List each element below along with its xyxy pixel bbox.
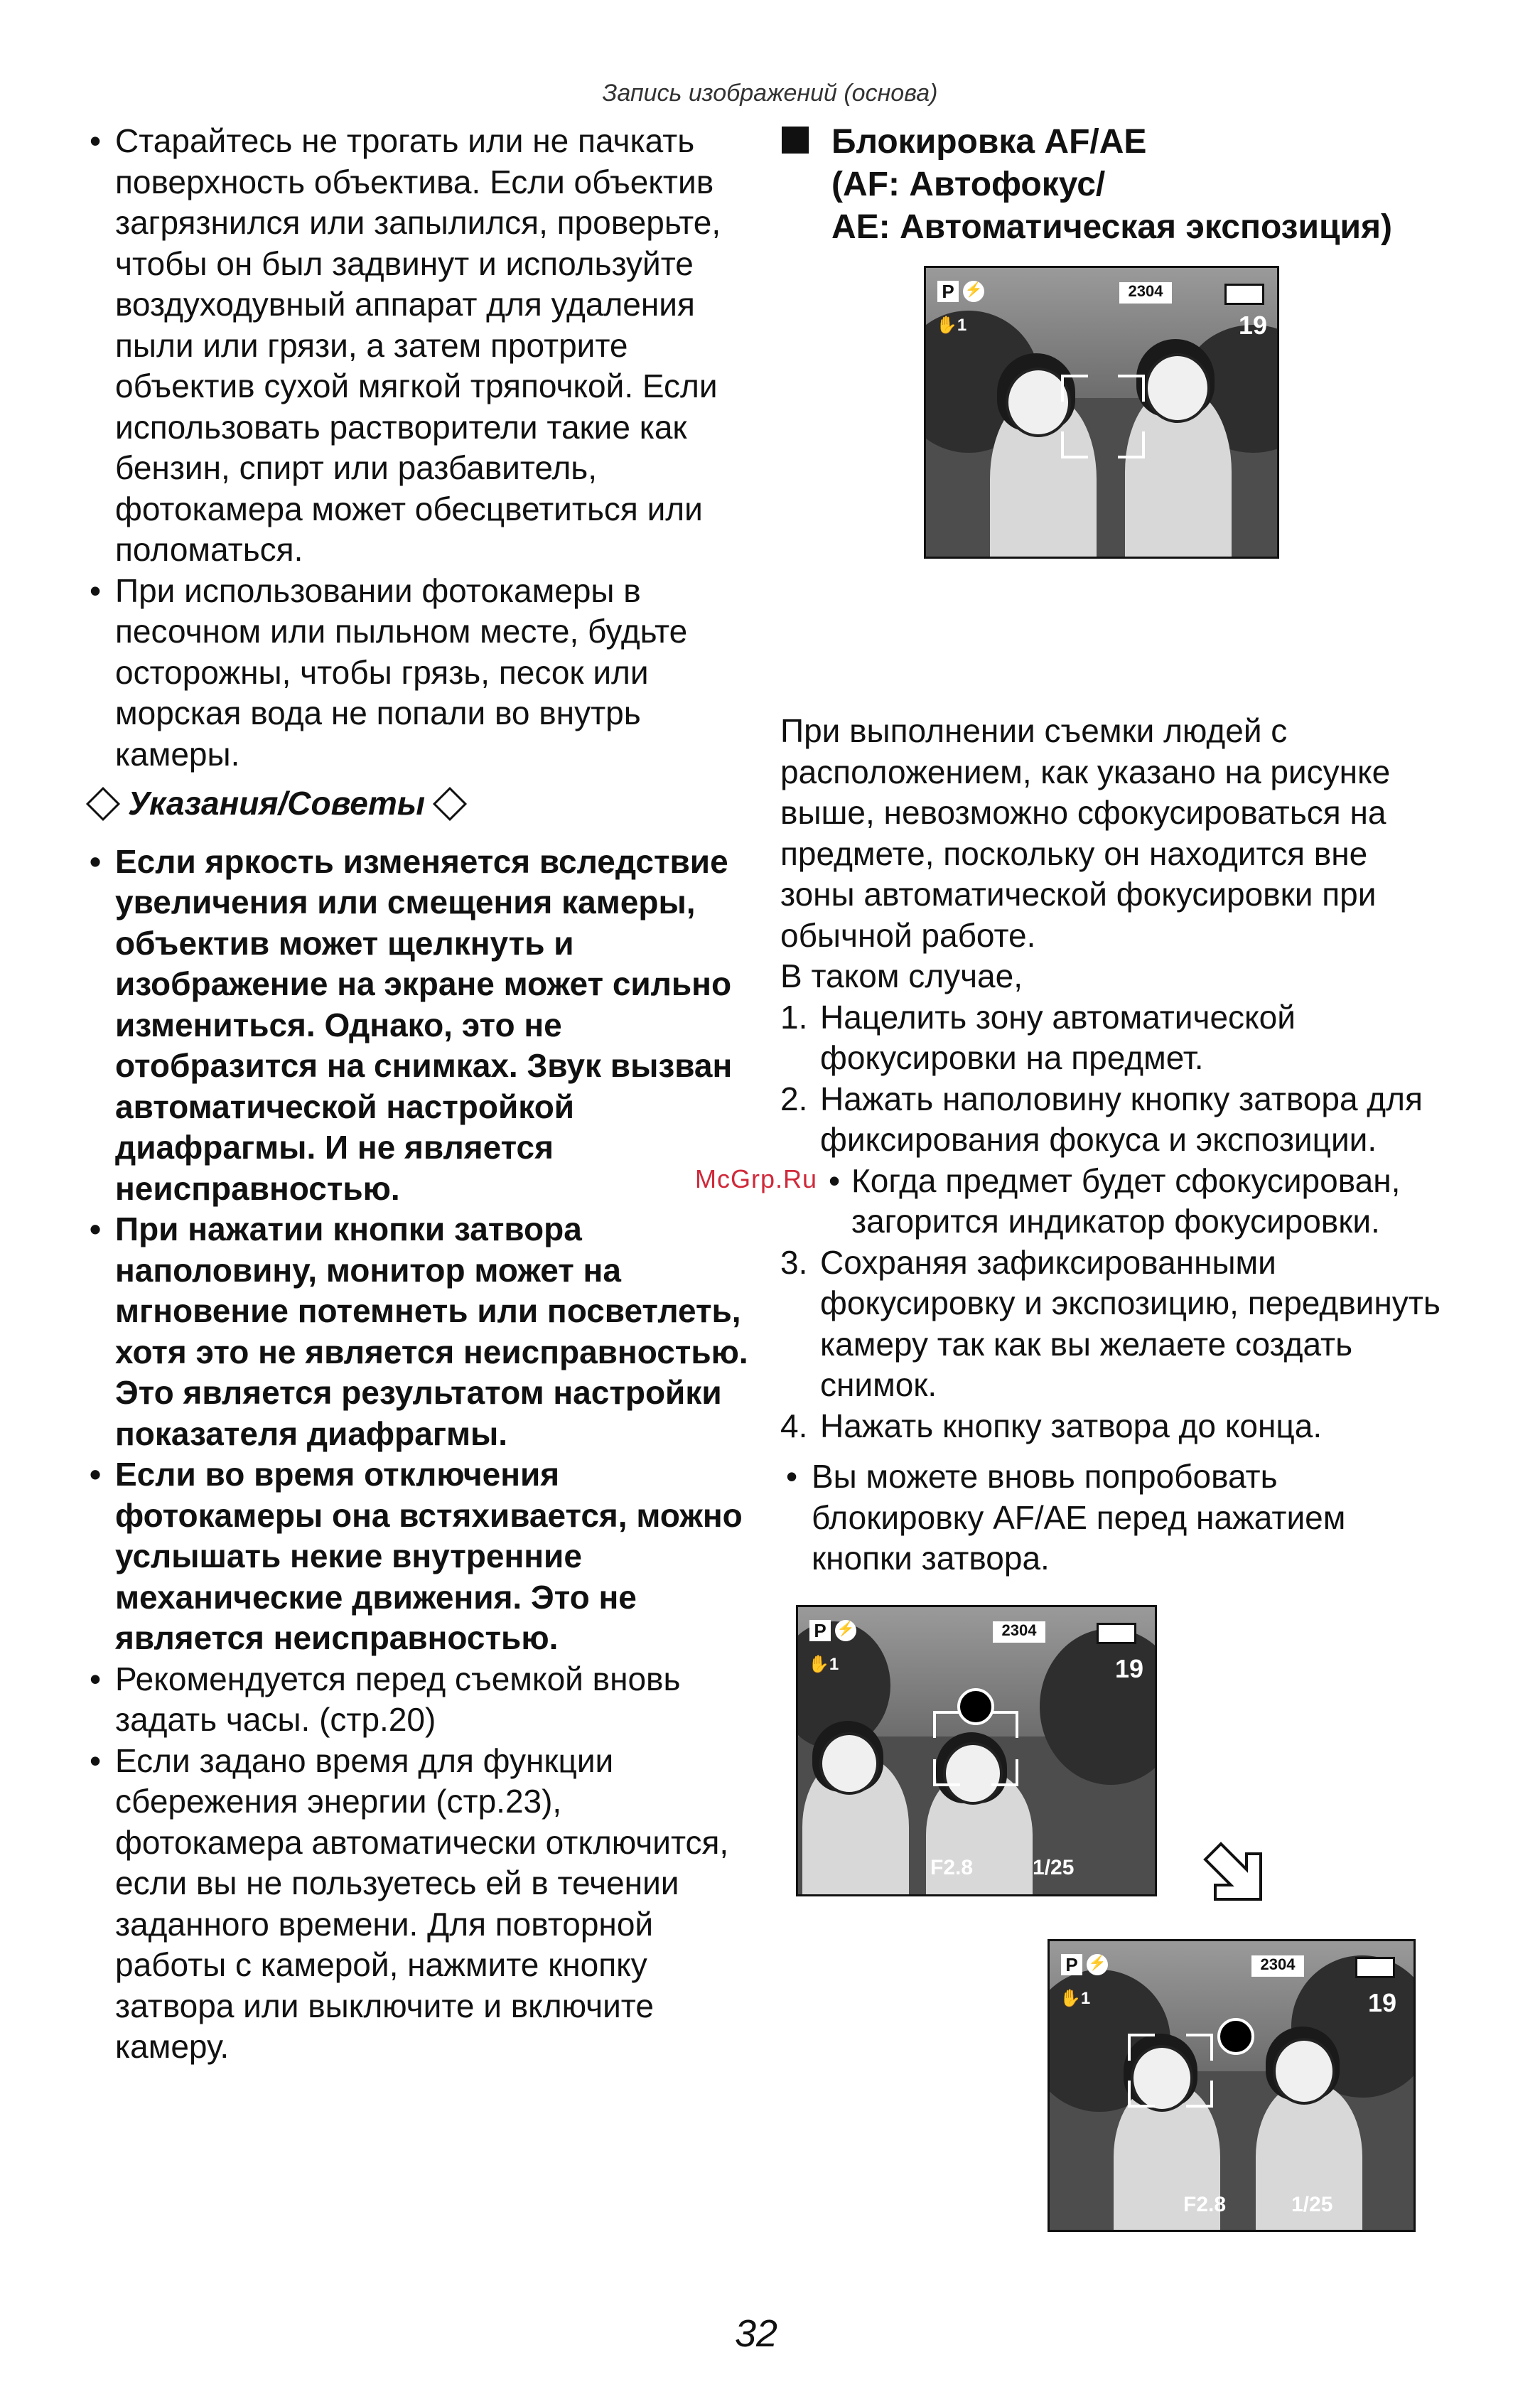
case-text: В таком случае, — [780, 957, 1023, 994]
focus-indicator-icon — [957, 1688, 994, 1725]
camera-screen-photo-3 — [1048, 1939, 1416, 2232]
page-number: 32 — [735, 2312, 778, 2355]
remaining-shots: 19 — [1368, 1988, 1397, 2017]
image-size-indicator: 2304 — [1251, 1955, 1304, 1977]
section-heading — [780, 121, 1448, 249]
remaining-shots: 19 — [1239, 311, 1268, 340]
tips-heading — [84, 783, 752, 825]
section-subtitle-af: (AF: Автофокус/ — [831, 166, 1106, 203]
tip-clock: • Рекомендуется перед съемкой вновь задать часы. (стр.20) — [84, 1659, 752, 1741]
shutter-value: 1/25 — [1033, 1856, 1075, 1879]
mode-indicator: P — [937, 281, 959, 302]
tip-shutter-half: • При нажатии кнопки затвора наполовину, монитор может на мгновение потемнеть или посветлеть, хотя это не является неисправностью. Это является результатом настройки показателя диафрагмы. — [84, 1209, 752, 1454]
battery-icon — [1224, 284, 1264, 305]
step-2: 2. Нажать наполовину кнопку затвора для фиксирования фокуса и экспозиции. — [780, 1080, 1423, 1158]
final-note: • Вы можете вновь попробовать блокировку AF/AE перед нажатием кнопки затвора. — [780, 1456, 1448, 1579]
page-header: Запись изображений (основа) — [602, 80, 938, 107]
mode-indicator: P — [1061, 1954, 1082, 1975]
arrow-down-right-icon — [1200, 1838, 1271, 1909]
focus-indicator-icon — [1217, 2018, 1254, 2055]
step-4: 4. Нажать кнопку затвора до конца. — [780, 1407, 1323, 1444]
flash-off-icon: ⚡ — [835, 1620, 856, 1641]
section-square-icon — [782, 127, 809, 154]
intro-text: При выполнении съемки людей с расположением, как указано на рисунке выше, невозможно сфокусироваться на предмете, поскольку он находится вне зоны автоматической фокусировки при обычной работе. — [780, 712, 1391, 954]
step-3: 3. Сохраняя зафиксированными фокусировку и экспозицию, передвинуть камеру так как вы желаете создать снимок. — [780, 1243, 1441, 1403]
battery-icon — [1097, 1623, 1136, 1644]
note-sand-dust: • При использовании фотокамеры в песочном или пыльном месте, будьте осторожны, чтобы грязь, песок или морская вода не попали во внутрь камеры. — [84, 571, 752, 775]
hand-shake-icon: ✋1 — [1060, 1989, 1091, 2008]
tip-brightness: • Если яркость изменяется вследствие увеличения или смещения камеры, объектив может щелкнуть и изображение на экране может сильно измениться. Однако, это не отобразится на снимках. Звук вызван автоматической настройкой диафрагмы. И не является неисправностью. — [84, 842, 752, 1210]
tips-title: Указания/Советы — [128, 785, 425, 822]
section-subtitle-ae: AE: Автоматическая экспозиция) — [831, 208, 1393, 246]
flash-off-icon: ⚡ — [963, 281, 984, 302]
watermark: McGrp.Ru — [695, 1164, 818, 1193]
battery-icon — [1355, 1957, 1395, 1978]
step-2-note: • Когда предмет будет сфокусирован, загорится индикатор фокусировки. — [780, 1161, 1448, 1242]
image-size-indicator: 2304 — [993, 1621, 1045, 1643]
shutter-value: 1/25 — [1291, 2193, 1333, 2216]
flash-off-icon: ⚡ — [1087, 1954, 1108, 1975]
camera-screen-photo-1 — [924, 266, 1279, 559]
diamond-icon — [433, 787, 467, 821]
aperture-value: F2.8 — [930, 1856, 974, 1879]
remaining-shots: 19 — [1115, 1654, 1144, 1683]
diamond-icon — [86, 787, 120, 821]
step-1: 1. Нацелить зону автоматической фокусировки на предмет. — [780, 998, 1296, 1076]
tip-shaking: • Если во время отключения фотокамеры она встяхивается, можно услышать некие внутренние механические движения. Это не является неисправностью. — [84, 1454, 752, 1659]
hand-shake-icon: ✋1 — [936, 316, 967, 335]
camera-screen-photo-2 — [796, 1605, 1157, 1896]
image-size-indicator: 2304 — [1119, 282, 1172, 304]
section-title: Блокировка AF/AE — [831, 123, 1147, 161]
tip-power-save: • Если задано время для функции сбережения энергии (стр.23), фотокамера автоматически отключится, если вы не пользуетесь ей в течении заданного времени. Для повторной работы с камерой, нажмите кнопку затвора или выключите и включите камеру. — [84, 1741, 752, 2068]
hand-shake-icon: ✋1 — [808, 1655, 839, 1674]
aperture-value: F2.8 — [1183, 2193, 1227, 2216]
left-column — [84, 121, 752, 2068]
mode-indicator: P — [809, 1620, 831, 1641]
note-lens-care: • Старайтесь не трогать или не пачкать поверхность объектива. Если объектив загрязнился или запылился, проверьте, чтобы он был задвинут и используйте воздуходувный аппарат для удаления пыли или грязи, а затем протрите объектив сухой мягкой тряпочкой. Если использовать растворители такие как бензин, спирт или разбавитель, фотокамера может обесцветиться или поломаться. — [84, 121, 752, 571]
